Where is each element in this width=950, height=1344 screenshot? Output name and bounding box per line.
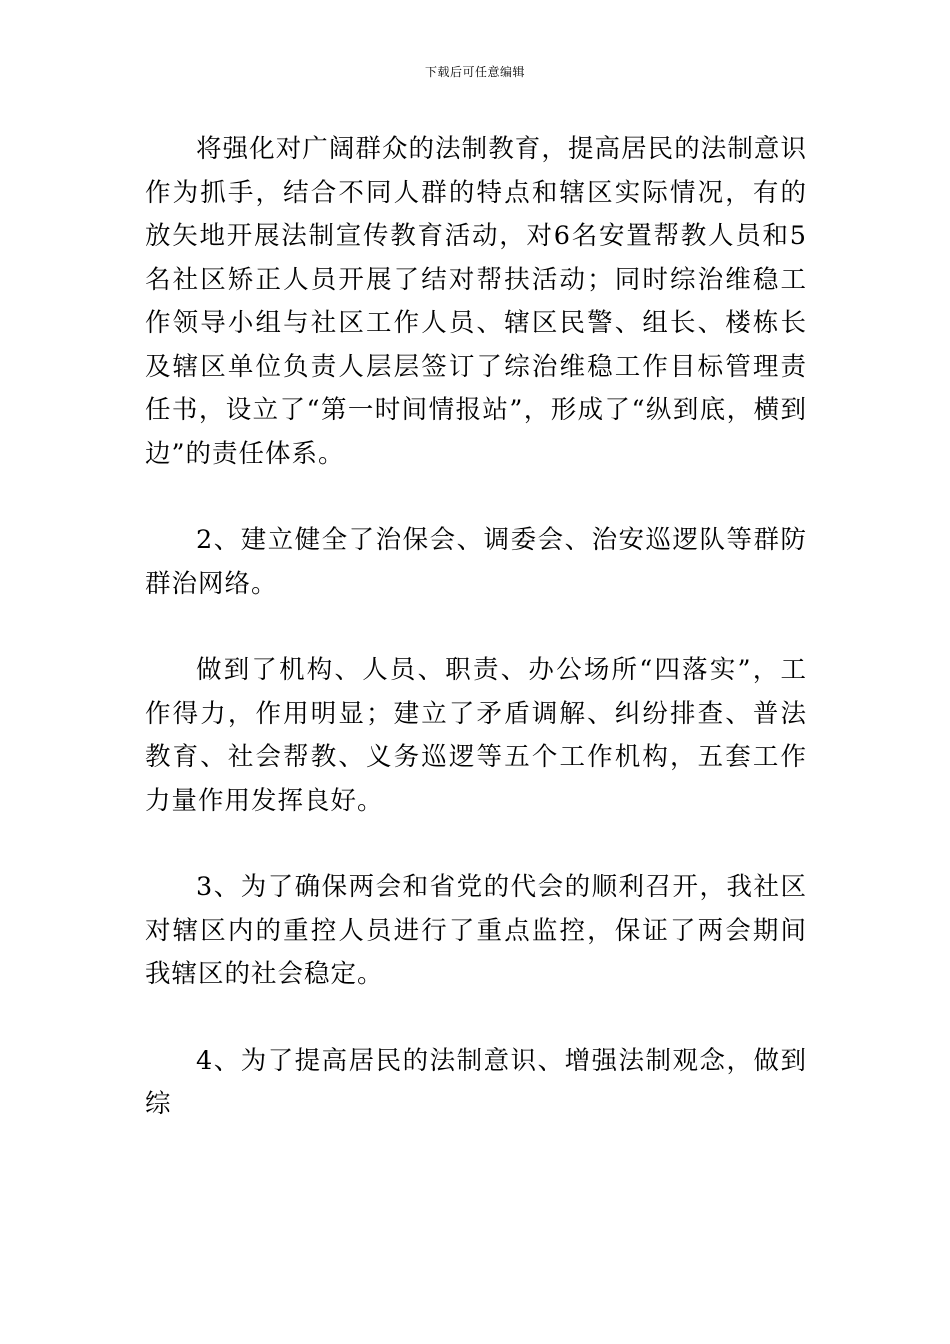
paragraph-item-4: 4、为了提高居民的法制意识、增强法制观念，做到综	[145, 1045, 807, 1119]
paragraph-four-implementations: 做到了机构、人员、职责、办公场所“四落实”，工作得力，作用明显；建立了矛盾调解、纠纷排查、普法教育、社会帮教、义务巡逻等五个工作机构，五套工作力量作用发挥良好。	[145, 655, 807, 816]
paragraph-responsibility-system: 将强化对广阔群众的法制教育，提高居民的法制意识作为抓手，结合不同人群的特点和辖区实际情况，有的放矢地开展法制宣传教育活动，对6名安置帮教人员和5名社区矫正人员开展了结对帮扶活动；同时综治维稳工作领导小组与社区工作人员、辖区民警、组长、楼栋长及辖区单位负责人层层签订了综治维稳工作目标管理责任书，设立了“第一时间情报站”，形成了“纵到底，横到边”的责任体系。	[145, 134, 807, 469]
paragraph-item-2: 2、建立健全了治保会、调委会、治安巡逻队等群防群治网络。	[145, 525, 807, 599]
paragraph-item-3: 3、为了确保两会和省党的代会的顺利召开，我社区对辖区内的重控人员进行了重点监控，保证了两会期间我辖区的社会稳定。	[145, 872, 807, 989]
document-body	[145, 128, 807, 1127]
page-header-note: 下载后可任意编辑	[424, 65, 525, 79]
